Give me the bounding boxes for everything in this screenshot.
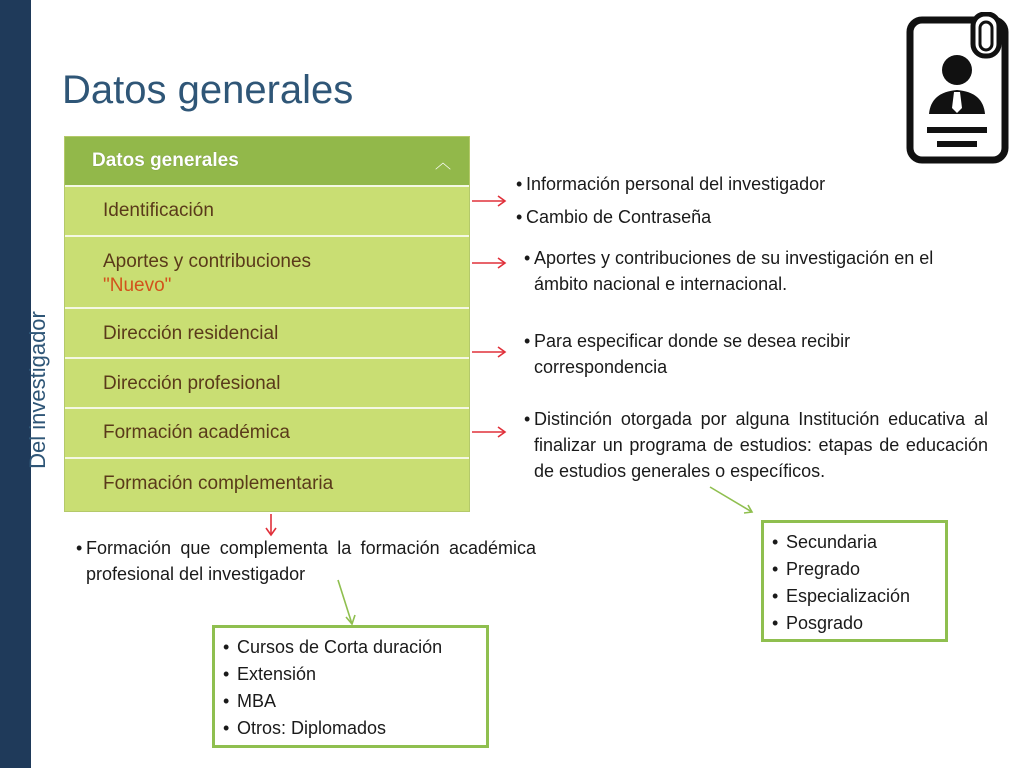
menu-item-label: Identificación — [103, 200, 214, 221]
menu-item-formacion-complementaria[interactable] — [65, 457, 469, 511]
arrow-head — [498, 347, 505, 357]
menu-item-new-badge: "Nuevo" — [103, 275, 172, 296]
list-item: • Cursos de Corta duración — [223, 637, 443, 657]
academica-levels-box — [761, 520, 948, 642]
profile-document-icon — [905, 12, 1011, 164]
arrow-head — [498, 427, 505, 437]
chevron-up-icon[interactable]: ︿ — [434, 155, 451, 172]
menu-item-identificacion[interactable] — [65, 185, 469, 235]
menu-header[interactable] — [65, 137, 469, 185]
menu-item-label: Aportes y contribuciones — [103, 251, 312, 272]
list-item: • Extensión — [223, 664, 317, 684]
menu-item-formacion-academica[interactable] — [65, 407, 469, 457]
arrow-head — [266, 528, 276, 535]
list-item: • Secundaria — [772, 532, 878, 552]
menu-item-aportes[interactable] — [65, 235, 469, 307]
menu-item-label: Formación complementaria — [103, 473, 334, 494]
list-item: • Posgrado — [772, 613, 864, 633]
arrow-head — [498, 196, 505, 206]
side-label: Del investigador — [25, 311, 50, 469]
menu-item-label: Dirección residencial — [103, 323, 279, 344]
list-item: • Especialización — [772, 586, 911, 606]
note-identificacion-2: • Cambio de Contraseña — [516, 207, 712, 227]
green-connector-academica — [710, 487, 752, 512]
list-item: • Otros: Diplomados — [223, 718, 387, 738]
note-academica: • Distinción otorgada por alguna Institución educativa al finalizar un programa de estudios: etapas de educación de estudios generales o específicos. — [524, 409, 988, 481]
menu-item-label: Formación académica — [103, 422, 290, 443]
note-residencial: • Para especificar donde se desea recibir correspondencia — [524, 331, 851, 377]
menu-item-direccion-profesional[interactable] — [65, 357, 469, 407]
list-item: • Pregrado — [772, 559, 861, 579]
list-item: • MBA — [223, 691, 277, 711]
menu-header-label: Datos generales — [92, 150, 239, 171]
complementaria-types-box — [212, 625, 489, 748]
menu-item-direccion-residencial[interactable] — [65, 307, 469, 357]
note-identificacion-1: • Información personal del investigador — [516, 174, 826, 194]
note-aportes: • Aportes y contribuciones de su investigación en el ámbito nacional e internacional. — [524, 248, 934, 294]
arrow-head — [498, 258, 505, 268]
datos-generales-menu — [64, 136, 470, 512]
menu-item-label: Dirección profesional — [103, 373, 281, 394]
page-title: Datos generales — [62, 68, 354, 112]
note-complementaria: • Formación que complementa la formación académica profesional del investigador — [76, 538, 536, 584]
